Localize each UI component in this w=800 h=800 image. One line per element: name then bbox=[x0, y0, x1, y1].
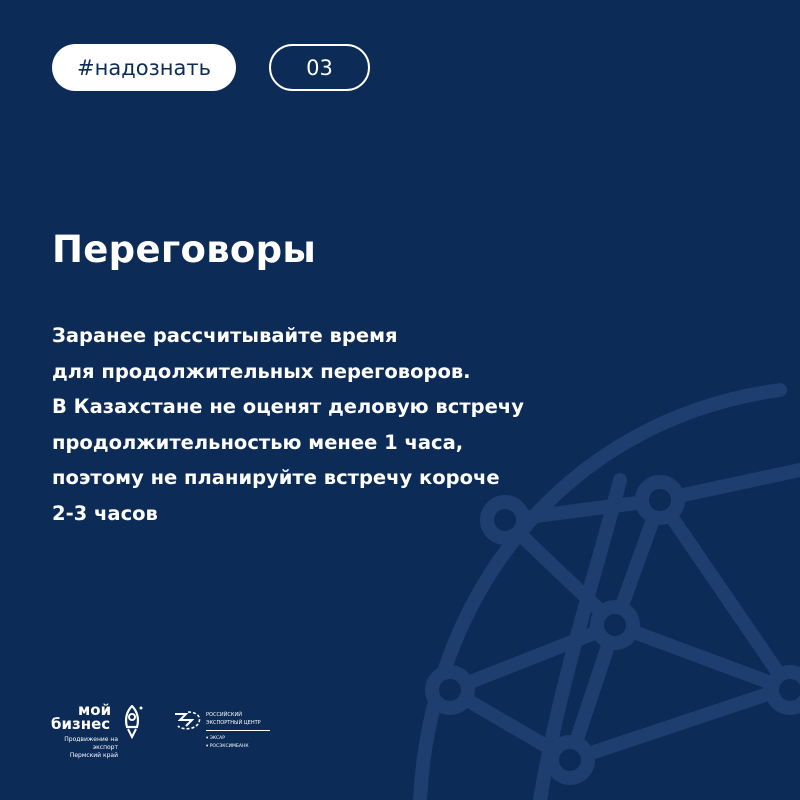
hashtag-label: #надознать bbox=[77, 55, 211, 80]
body-line: Заранее рассчитывайте время bbox=[52, 324, 398, 347]
rocket-icon bbox=[120, 705, 144, 739]
moy-biznes-subtitle-line: Продвижение на экспорт bbox=[64, 736, 118, 751]
moy-biznes-word1: мой bbox=[78, 701, 112, 719]
moy-biznes-subtitle-line: Пермский край bbox=[69, 752, 118, 759]
hashtag-badge bbox=[52, 44, 236, 91]
body-paragraph bbox=[52, 318, 652, 531]
body-line: для продолжительных переговоров. bbox=[52, 359, 471, 383]
rec-name-line: РОССИЙСКИЙ bbox=[206, 712, 242, 718]
body-line: В Казахстане не оценят деловую встречу bbox=[52, 395, 524, 418]
slide-number-label: 03 bbox=[306, 55, 333, 80]
footer-logos bbox=[50, 703, 310, 763]
body-line: поэтому не планируйте встречу короче bbox=[52, 466, 500, 489]
rec-sub-exiar: ▾ ЭКСАР bbox=[206, 736, 225, 741]
rec-divider bbox=[206, 730, 270, 731]
rec-emblem-icon bbox=[172, 710, 204, 732]
body-line: продолжительностью менее 1 часа, bbox=[52, 430, 464, 454]
slide-number-badge bbox=[269, 44, 370, 91]
page-title: Переговоры bbox=[52, 228, 317, 271]
rec-name-line: ЭКСПОРТНЫЙ ЦЕНТР bbox=[206, 720, 261, 726]
moy-biznes-word2: бизнес bbox=[51, 715, 111, 733]
rec-sub-eximbank: ▾ РОСЭКСИМБАНК bbox=[206, 744, 249, 749]
rec-sub-label: ЭКСАР bbox=[209, 736, 225, 741]
moy-biznes-subtitle bbox=[50, 736, 118, 760]
rec-name bbox=[206, 711, 286, 727]
body-line: 2-3 часов bbox=[52, 501, 158, 525]
rec-sub-label: РОСЭКСИМБАНК bbox=[209, 744, 249, 749]
